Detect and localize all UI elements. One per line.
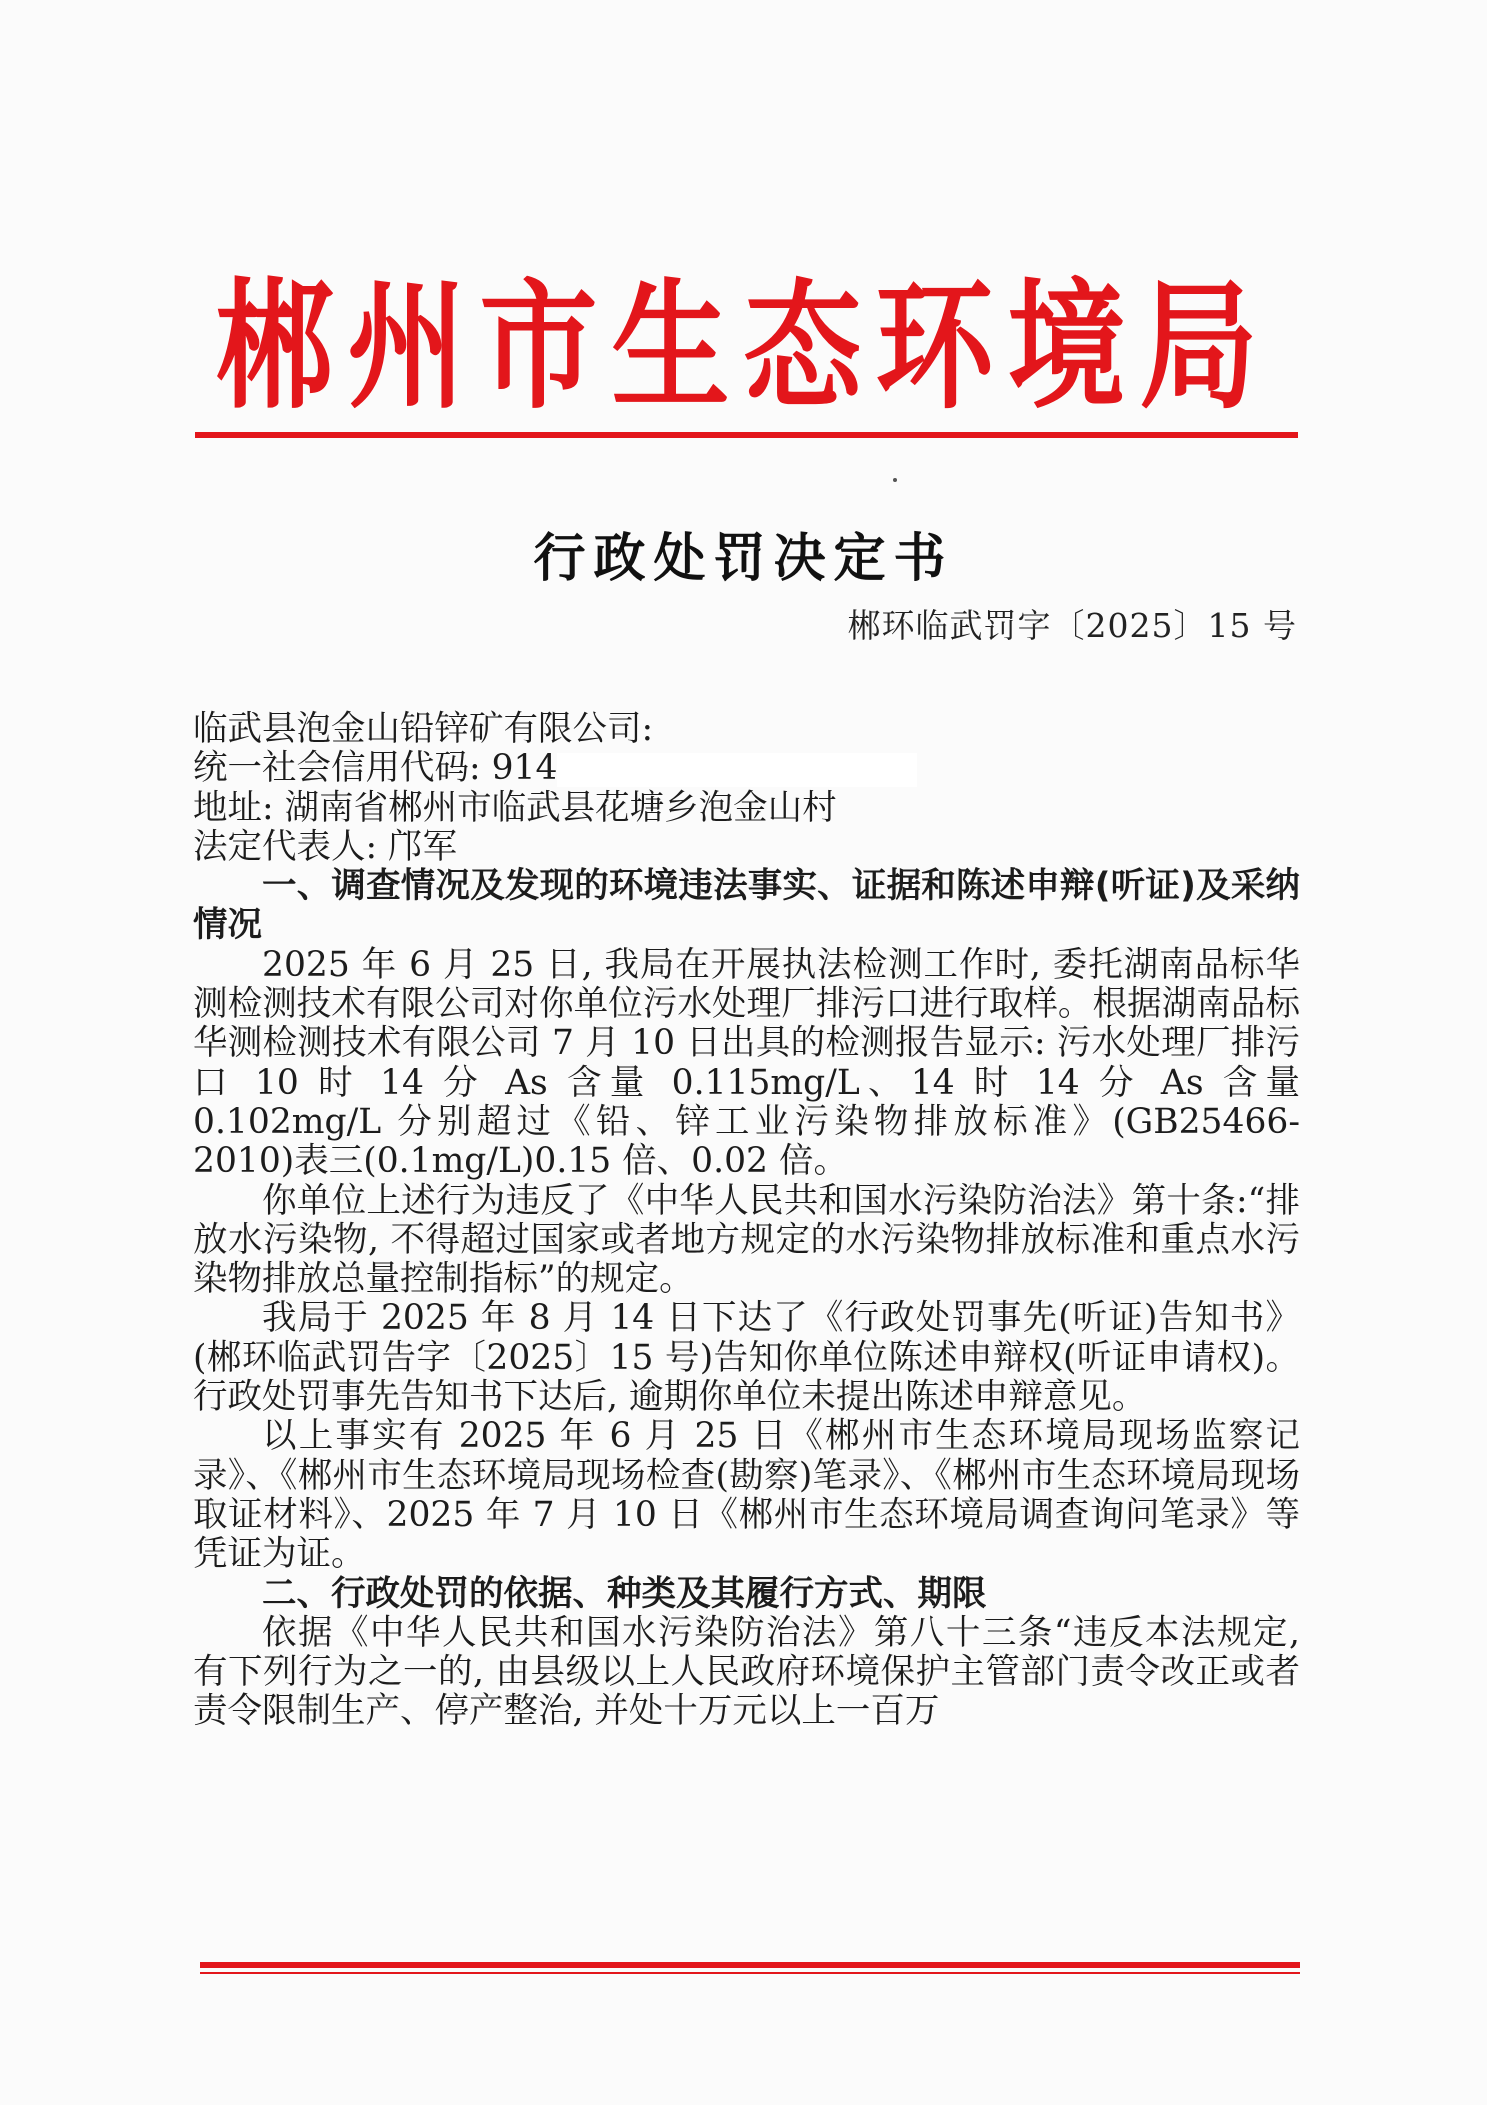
redaction-box [557, 753, 917, 787]
section2-heading: 二、行政处罚的依据、种类及其履行方式、期限 [262, 1573, 987, 1614]
recipient-legal-rep: 法定代表人: 邝军 [193, 826, 458, 867]
section1-heading: 一、调查情况及发现的环境违法事实、证据和陈述申辩(听证)及采纳情况 [193, 866, 1300, 946]
section1-paragraph-4: 以上事实有 2025 年 6 月 25 日《郴州市生态环境局现场监察记录》、《郴州市生态环境局现场检查(勘察)笔录》、《郴州市生态环境局现场取证材料》、2025 年 7 月 10 日《郴州市生态环境局调查询问笔录》等凭证为证。 [193, 1416, 1300, 1575]
section1-paragraph-2: 你单位上述行为违反了《中华人民共和国水污染防治法》第十条:“排放水污染物, 不得超过国家或者地方规定的水污染物排放标准和重点水污染物排放总量控制指标”的规定。 [193, 1180, 1300, 1300]
section1-paragraph-1: 2025 年 6 月 25 日, 我局在开展执法检测工作时, 委托湖南品标华测检测技术有限公司对你单位污水处理厂排污口进行取样。根据湖南品标华测检测技术有限公司 7 月 10 日出具的检测报告显示: 污水处理厂排污口 10 时 14 分 As 含量 0.115mg/L、14 时 14 分 As 含量 0.102mg/L 分别超过《铅、锌工业污染物排放标准》(GB25466-2010)表三(0.1mg/L)0.15 倍、0.02 倍。 [193, 944, 1300, 1182]
footer-rule-thick [200, 1962, 1300, 1968]
section2-paragraph-1: 依据《中华人民共和国水污染防治法》第八十三条“违反本法规定, 有下列行为之一的, 由县级以上人民政府环境保护主管部门责令改正或者责令限制生产、停产整治, 并处十万元以上一百万 [193, 1612, 1300, 1732]
document-title: 行政处罚决定书 [533, 529, 954, 589]
recipient-address: 地址: 湖南省郴州市临武县花塘乡泡金山村 [193, 787, 837, 828]
agency-masthead: 郴州市生态环境局 [215, 265, 1272, 428]
recipient-name: 临武县泡金山铅锌矿有限公司: [193, 709, 654, 749]
document-number: 郴环临武罚字〔2025〕15 号 [847, 606, 1297, 645]
masthead-red-rule [195, 432, 1298, 438]
recipient-credit-code [193, 749, 1300, 788]
document-body [193, 710, 1300, 1732]
section1-paragraph-3: 我局于 2025 年 8 月 14 日下达了《行政处罚事先(听证)告知书》(郴环临武罚告字〔2025〕15 号)告知你单位陈述申辩权(听证申请权)。行政处罚事先告知书下达后, 逾期你单位未提出陈述申辩意见。 [193, 1298, 1300, 1418]
footer-rule-thin [200, 1972, 1300, 1974]
footer-red-rule [200, 1962, 1300, 1974]
scan-speck [893, 478, 897, 482]
credit-code-text: 统一社会信用代码: 914 [193, 748, 558, 789]
